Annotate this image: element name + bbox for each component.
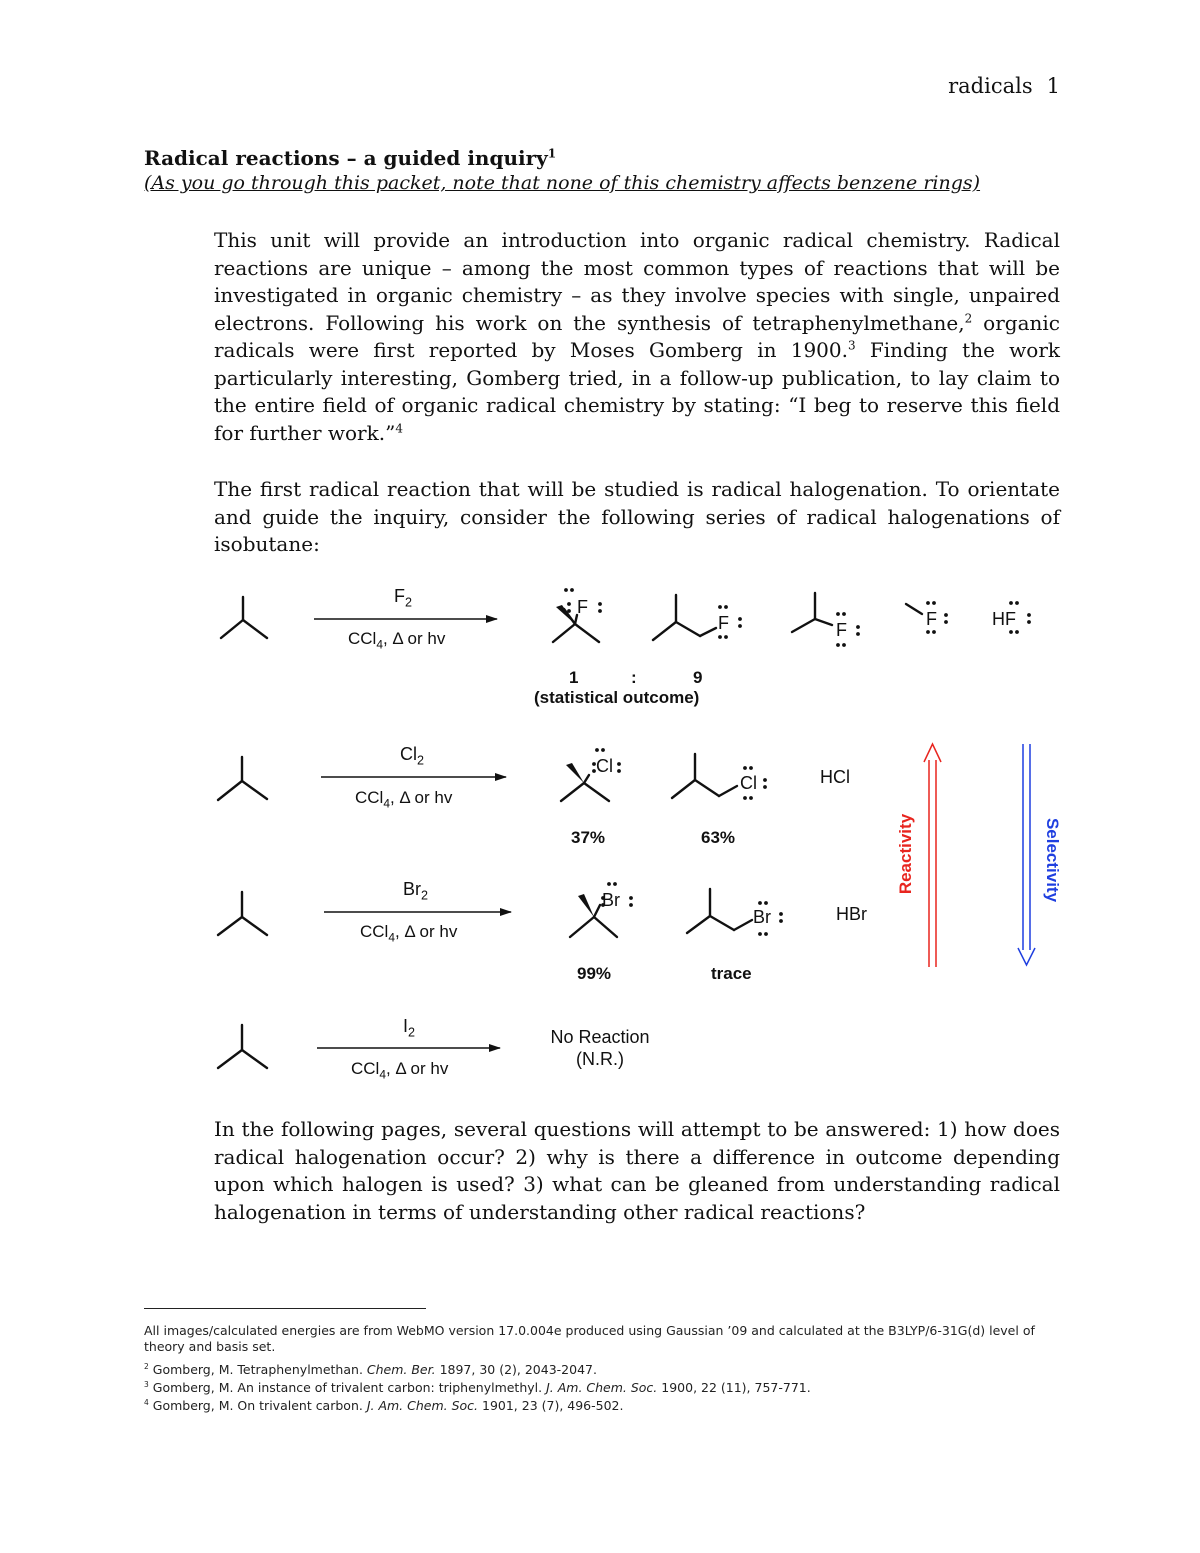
footnote-2: $^2$ Gomberg, M. Tetraphenylmethan. Chem. Ber. 1897, 30 (2), 2043-2047. [144,1362,597,1378]
no-reaction-abbrev: (N.R.) [576,1049,624,1069]
lone-pair-dots [564,588,1031,936]
title-footnote-ref: 1 [547,146,557,161]
page-number: 1 [1046,74,1060,98]
bromo-tert-yield: 99% [577,964,612,983]
footnote-ref-4: 4 [395,420,403,435]
isobutane-structure-3 [218,892,267,935]
no-reaction-text: No Reaction [550,1027,650,1047]
prim-fluoro-atom-alt: F [836,620,847,640]
conditions-br2: CCl$_4$, Δ or hv [360,922,458,945]
selectivity-label: Selectivity [1043,817,1062,903]
intro-text-b: organic radicals were first reported by Moses Gomberg in 1900. [214,310,1060,362]
methyl-fluoride [906,604,922,614]
tert-fluoro-product [553,605,599,642]
footnote-ref-3: 3 [847,338,856,353]
statistical-outcome-note: (statistical outcome) [534,688,700,707]
selectivity-arrow [1018,744,1035,965]
reagent-br2: $Br_2$ [403,879,429,903]
intro-text-a: This unit will provide an introduction into organic radical chemistry. Radical reactions are unique – among the most common types of reactions that will be investigated in organic chemistry – as they involve species with single, unpaired electrons. Following his work on the synthesis of tetraphenylmethane, [214,228,1060,335]
prim-bromo-product [687,889,752,933]
ratio-colon: : [631,668,637,687]
intro-text-c: Finding the work particularly interesting, Gomberg tried, in a follow-up publication, to lay claim to the entire field of organic radical chemistry by stating: “I beg to reserve this field for further work.” [214,338,1060,445]
chloro-prim-yield: 63% [701,828,736,847]
hydrogen-chloride: HCl [820,767,850,787]
header-title: radicals [948,74,1033,98]
reagent-cl2: $Cl_2$ [400,744,425,768]
footnote-3: $^3$ Gomberg, M. An instance of trivalent carbon: triphenylmethyl. J. Am. Chem. Soc. 1900, 22 (11), 757-771. [144,1380,811,1396]
bromo-prim-yield: trace [711,964,752,983]
footnote-ref-2: 2 [964,310,973,325]
prim-fluoro-atom: F [718,613,729,633]
ratio-primary: 9 [693,668,703,687]
footnote-1: All images/calculated energies are from WebMO version 17.0.004e produced using Gaussian ’09 and calculated at the B3LYP/6-31G(d) level of theory and basis set. [144,1323,1035,1354]
reactivity-label: Reactivity [896,813,915,895]
hydrogen-fluoride: HF [992,609,1016,629]
ratio-tertiary: 1 [569,668,579,687]
conditions-f2: CCl$_4$, Δ or hv [348,629,446,652]
hydrogen-bromide: HBr [836,904,867,924]
prim-chloro-product [672,754,737,798]
footnote-4: $^4$ Gomberg, M. On trivalent carbon. J. Am. Chem. Soc. 1901, 23 (7), 496-502. [144,1398,624,1414]
no-reaction-label [530,1026,670,1070]
isobutane-structure-2 [218,757,267,800]
conditions-cl2: CCl$_4$, Δ or hv [355,788,453,811]
title-text: Radical reactions – a guided inquiry [144,146,548,170]
reagent-f2: $F_2$ [394,586,413,610]
tert-fluoro-atom: F [577,597,588,617]
prim-fluoro-product-alt [792,593,832,632]
prim-chloro-atom: Cl [740,773,757,793]
prim-fluoro-product [653,595,716,640]
reagent-i2: $I_2$ [403,1016,416,1040]
methyl-fluoride-atom: F [926,609,937,629]
isobutane-structure-1 [221,597,267,638]
reactivity-arrow [924,744,941,967]
halogenation-intro-paragraph: The first radical reaction that will be studied is radical halogenation. To orientate and guide the inquiry, consider the following series of radical halogenations of isobutane: [214,477,1060,556]
conditions-i2: CCl$_4$, Δ or hv [351,1059,449,1082]
subtitle-note: (As you go through this packet, note that none of this chemistry affects benzene rings) [144,172,981,194]
prim-bromo-atom: Br [753,907,771,927]
isobutane-structure-4 [218,1025,267,1068]
questions-paragraph: In the following pages, several questions will attempt to be answered: 1) how does radical halogenation occur? 2) why is there a difference in outcome depending upon which halogen is used? 3) what can be gleaned from understanding radical halogenation in terms of understanding other radical reactions? [214,1117,1060,1224]
footnote-separator [144,1308,426,1309]
chloro-tert-yield: 37% [571,828,606,847]
tert-chloro-atom: Cl [596,756,613,776]
tert-bromo-atom: Br [602,890,620,910]
